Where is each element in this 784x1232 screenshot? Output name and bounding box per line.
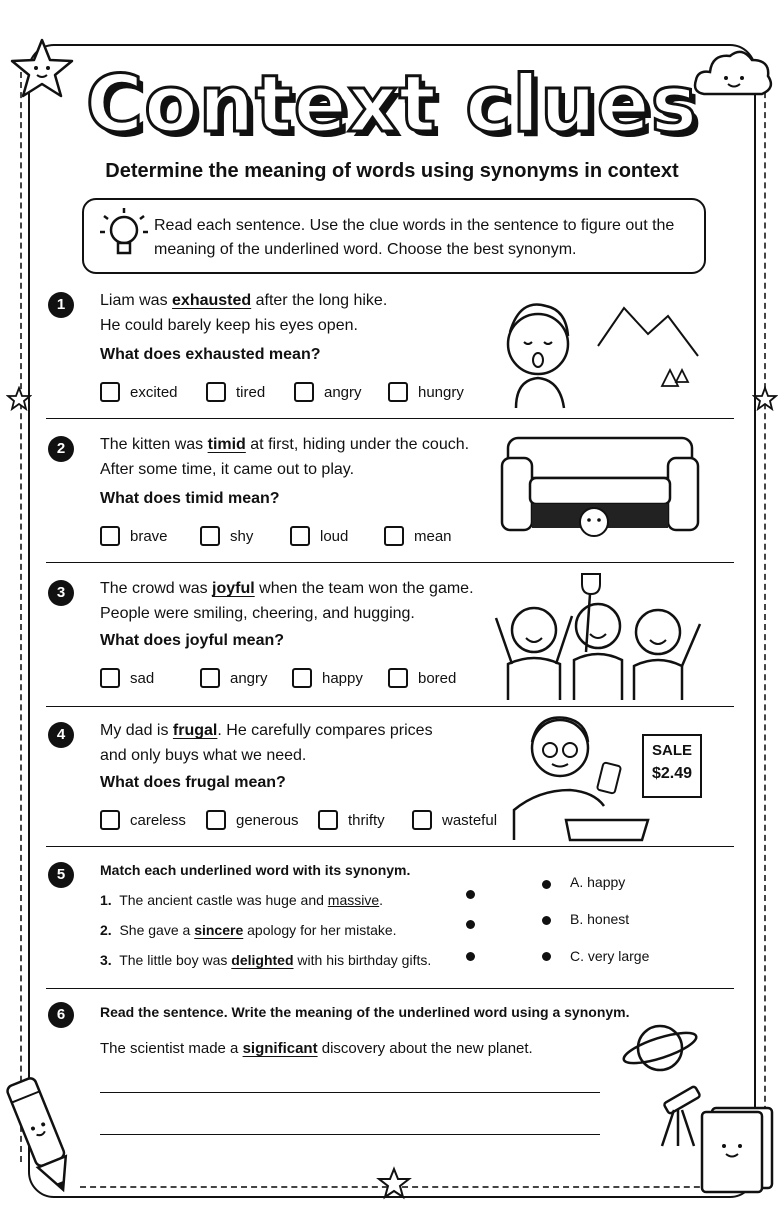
sale-sign-label: SALE — [651, 742, 692, 759]
question-sentence-line1: The crowd was joyful when the team won the game. — [100, 580, 474, 597]
match-dot-left[interactable] — [466, 952, 475, 961]
match-dot-right[interactable] — [542, 952, 551, 961]
checkbox[interactable] — [100, 668, 120, 688]
match-answer: B. honest — [570, 911, 630, 927]
section-divider — [46, 562, 734, 563]
checkbox[interactable] — [412, 810, 432, 830]
match-dot-left[interactable] — [466, 920, 475, 929]
question-number: 4 — [48, 722, 74, 748]
option-checkbox[interactable]: thrifty — [318, 810, 385, 830]
checkbox[interactable] — [388, 668, 408, 688]
option-checkbox[interactable]: happy — [292, 668, 363, 688]
option-checkbox[interactable]: mean — [384, 526, 452, 546]
match-dot-right[interactable] — [542, 880, 551, 889]
match-dot-right[interactable] — [542, 916, 551, 925]
star-icon — [752, 386, 778, 412]
question-number: 1 — [48, 292, 74, 318]
option-checkbox[interactable]: tired — [206, 382, 265, 402]
checkbox[interactable] — [200, 668, 220, 688]
lightbulb-icon — [98, 206, 150, 266]
option-checkbox[interactable]: shy — [200, 526, 253, 546]
section-divider — [46, 988, 734, 989]
checkbox[interactable] — [388, 382, 408, 402]
target-word: delighted — [231, 952, 294, 968]
question-sentence-line2: and only buys what we need. — [100, 747, 307, 764]
question-sentence-line2: After some time, it came out to play. — [100, 461, 355, 478]
planet-telescope-illustration — [614, 1010, 714, 1150]
checkbox[interactable] — [294, 382, 314, 402]
checkbox[interactable] — [100, 526, 120, 546]
dashed-border-left — [20, 72, 22, 1162]
question-sentence-line1: The kitten was timid at first, hiding under the couch. — [100, 436, 470, 453]
option-checkbox[interactable]: angry — [294, 382, 362, 402]
matching-item: 1. The ancient castle was huge and massive. — [100, 892, 384, 908]
dad-shopping-illustration — [508, 706, 654, 844]
checkbox[interactable] — [290, 526, 310, 546]
target-word: timid — [207, 436, 246, 453]
matching-item: 2. She gave a sincere apology for her mistake. — [100, 922, 397, 938]
cheering-kids-illustration — [486, 568, 708, 702]
checkbox[interactable] — [200, 526, 220, 546]
instructions-text: Read each sentence. Use the clue words in the sentence to figure out the meaning of the underlined word. Choose the best synonym. — [154, 217, 675, 258]
checkbox[interactable] — [100, 810, 120, 830]
worksheet-title: Context clues — [85, 60, 699, 150]
option-checkbox[interactable]: sad — [100, 668, 154, 688]
question-number: 3 — [48, 580, 74, 606]
question-prompt: What does frugal mean? — [100, 774, 286, 791]
answer-line[interactable] — [100, 1134, 600, 1135]
question-number: 2 — [48, 436, 74, 462]
matching-prompt: Match each underlined word with its synonym. — [100, 862, 411, 878]
option-checkbox[interactable]: bored — [388, 668, 456, 688]
option-checkbox[interactable]: generous — [206, 810, 299, 830]
target-word: massive — [327, 892, 380, 908]
target-word: significant — [242, 1040, 318, 1057]
section-divider — [46, 418, 734, 419]
sale-sign-price: $2.49 — [651, 765, 693, 782]
checkbox[interactable] — [292, 668, 312, 688]
question-sentence-line2: People were smiling, cheering, and hugging. — [100, 605, 415, 622]
match-dot-left[interactable] — [466, 890, 475, 899]
question-number: 5 — [48, 862, 74, 888]
section-divider — [46, 846, 734, 847]
tired-hiker-illustration — [498, 286, 708, 410]
checkbox[interactable] — [100, 382, 120, 402]
option-checkbox[interactable]: angry — [200, 668, 268, 688]
match-answer: C. very large — [570, 948, 650, 964]
question-sentence-line1: Liam was exhausted after the long hike. — [100, 292, 388, 309]
target-word: exhausted — [172, 292, 252, 309]
checkbox[interactable] — [318, 810, 338, 830]
sale-sign — [642, 734, 702, 798]
question-prompt: What does timid mean? — [100, 490, 280, 507]
couch-kitten-illustration — [500, 428, 700, 544]
checkbox[interactable] — [206, 810, 226, 830]
target-word: sincere — [194, 922, 244, 938]
option-checkbox[interactable]: brave — [100, 526, 168, 546]
checkbox[interactable] — [206, 382, 226, 402]
match-answer: A. happy — [570, 874, 626, 890]
option-checkbox[interactable]: excited — [100, 382, 178, 402]
dashed-border-right — [764, 72, 766, 1162]
option-checkbox[interactable]: careless — [100, 810, 186, 830]
option-checkbox[interactable]: wasteful — [412, 810, 497, 830]
option-checkbox[interactable]: hungry — [388, 382, 464, 402]
worksheet-subtitle: Determine the meaning of words using synonyms in context — [105, 160, 679, 182]
star-icon — [376, 1166, 412, 1202]
question-prompt: What does exhausted mean? — [100, 346, 321, 363]
answer-line[interactable] — [100, 1092, 600, 1093]
question-number: 6 — [48, 1002, 74, 1028]
question-sentence-line2: He could barely keep his eyes open. — [100, 317, 358, 334]
instructions-box — [82, 198, 706, 274]
checkbox[interactable] — [384, 526, 404, 546]
question-prompt: What does joyful mean? — [100, 632, 285, 649]
star-icon — [6, 386, 32, 412]
question-sentence-line1: My dad is frugal. He carefully compares prices — [100, 722, 433, 739]
option-checkbox[interactable]: loud — [290, 526, 348, 546]
question-5-matching — [46, 860, 736, 980]
matching-item: 3. The little boy was delighted with his birthday gifts. — [100, 952, 432, 968]
target-word: joyful — [212, 580, 255, 597]
writing-sentence: The scientist made a significant discovery about the new planet. — [100, 1040, 533, 1057]
writing-prompt: Read the sentence. Write the meaning of the underlined word using a synonym. — [100, 1004, 630, 1020]
target-word: frugal — [172, 722, 218, 739]
